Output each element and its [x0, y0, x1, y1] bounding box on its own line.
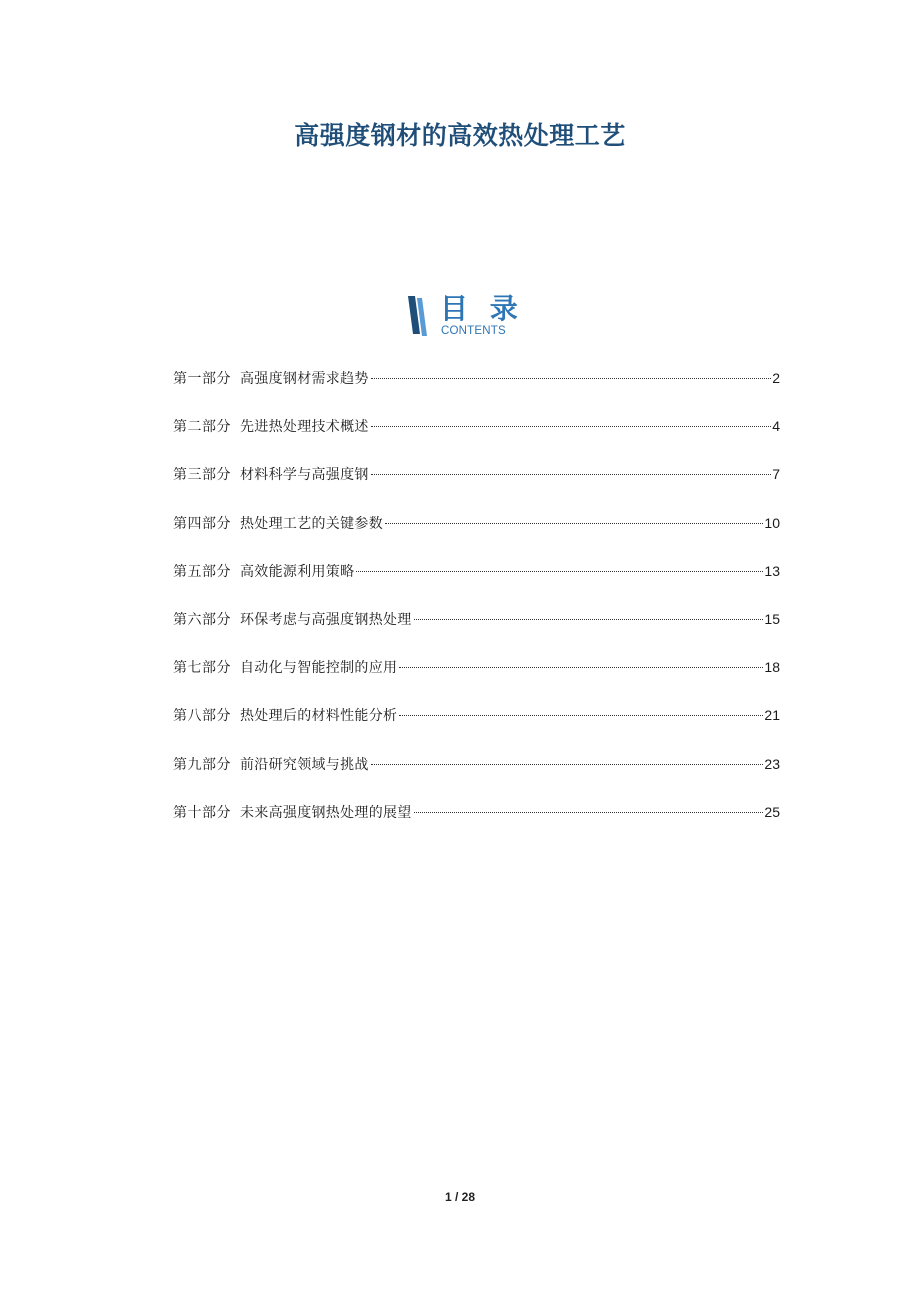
toc-entry-part: 第十部分: [173, 804, 231, 821]
toc-entry-page: 21: [764, 707, 780, 724]
toc-dot-leader: [371, 764, 764, 765]
toc-entry-page: 2: [772, 370, 780, 386]
toc-entry-part: 第七部分: [173, 660, 231, 677]
toc-heading: [406, 292, 536, 342]
page-number: 1 / 28: [444, 1190, 476, 1204]
toc-entry-part: 第九部分: [173, 756, 231, 773]
toc-entry-title: 热处理工艺的关键参数: [240, 515, 383, 532]
toc-dot-leader: [371, 378, 772, 379]
toc-dot-leader: [414, 619, 764, 620]
toc-subtitle: CONTENTS: [441, 325, 506, 337]
toc-dot-leader: [371, 426, 772, 427]
blue-slanted-bars-icon: [406, 292, 434, 338]
toc-dot-leader: [356, 571, 763, 572]
toc-entry[interactable]: [173, 655, 780, 703]
toc-entry-title: 高效能源利用策略: [240, 563, 355, 580]
toc-entry-page: 18: [764, 659, 780, 676]
toc-entry[interactable]: [173, 703, 780, 751]
toc-title: 目 录: [440, 292, 524, 325]
toc-entry[interactable]: [173, 800, 780, 848]
toc-entry[interactable]: [173, 559, 780, 607]
toc-entry-page: 25: [764, 803, 780, 820]
toc-entry-title: 未来高强度钢热处理的展望: [240, 804, 412, 821]
toc-entry-page: 13: [764, 562, 780, 579]
toc-entry-part: 第五部分: [173, 563, 231, 580]
toc-dot-leader: [414, 812, 764, 813]
toc-entry[interactable]: [173, 752, 780, 800]
table-of-contents: [173, 366, 780, 848]
toc-entry-part: 第三部分: [173, 467, 231, 484]
toc-dot-leader: [399, 715, 763, 716]
toc-entry[interactable]: [173, 414, 780, 462]
toc-entry-page: 15: [764, 610, 780, 627]
toc-dot-leader: [399, 667, 763, 668]
toc-entry-title: 先进热处理技术概述: [240, 419, 369, 436]
toc-entry-title: 环保考虑与高强度钢热处理: [240, 611, 412, 628]
toc-entry-page: 4: [772, 418, 780, 435]
toc-dot-leader: [371, 474, 772, 475]
toc-entry-part: 第一部分: [173, 371, 231, 387]
toc-entry-page: 10: [764, 514, 780, 531]
toc-entry[interactable]: [173, 511, 780, 559]
toc-entry-title: 材料科学与高强度钢: [240, 467, 369, 484]
toc-entry-part: 第八部分: [173, 708, 231, 725]
toc-entry[interactable]: [173, 462, 780, 510]
document-title: 高强度钢材的高效热处理工艺: [294, 121, 626, 150]
toc-entry-page: 7: [772, 466, 780, 483]
toc-entry-part: 第二部分: [173, 419, 231, 436]
toc-entry-part: 第六部分: [173, 611, 231, 628]
toc-dot-leader: [385, 523, 763, 524]
toc-entry-part: 第四部分: [173, 515, 231, 532]
toc-entry[interactable]: [173, 607, 780, 655]
toc-entry-title: 热处理后的材料性能分析: [240, 708, 398, 725]
toc-entry-title: 前沿研究领域与挑战: [240, 756, 369, 773]
toc-entry[interactable]: [173, 366, 780, 414]
toc-entry-title: 自动化与智能控制的应用: [240, 660, 398, 677]
toc-entry-title: 高强度钢材需求趋势: [240, 371, 369, 387]
toc-entry-page: 23: [764, 755, 780, 772]
